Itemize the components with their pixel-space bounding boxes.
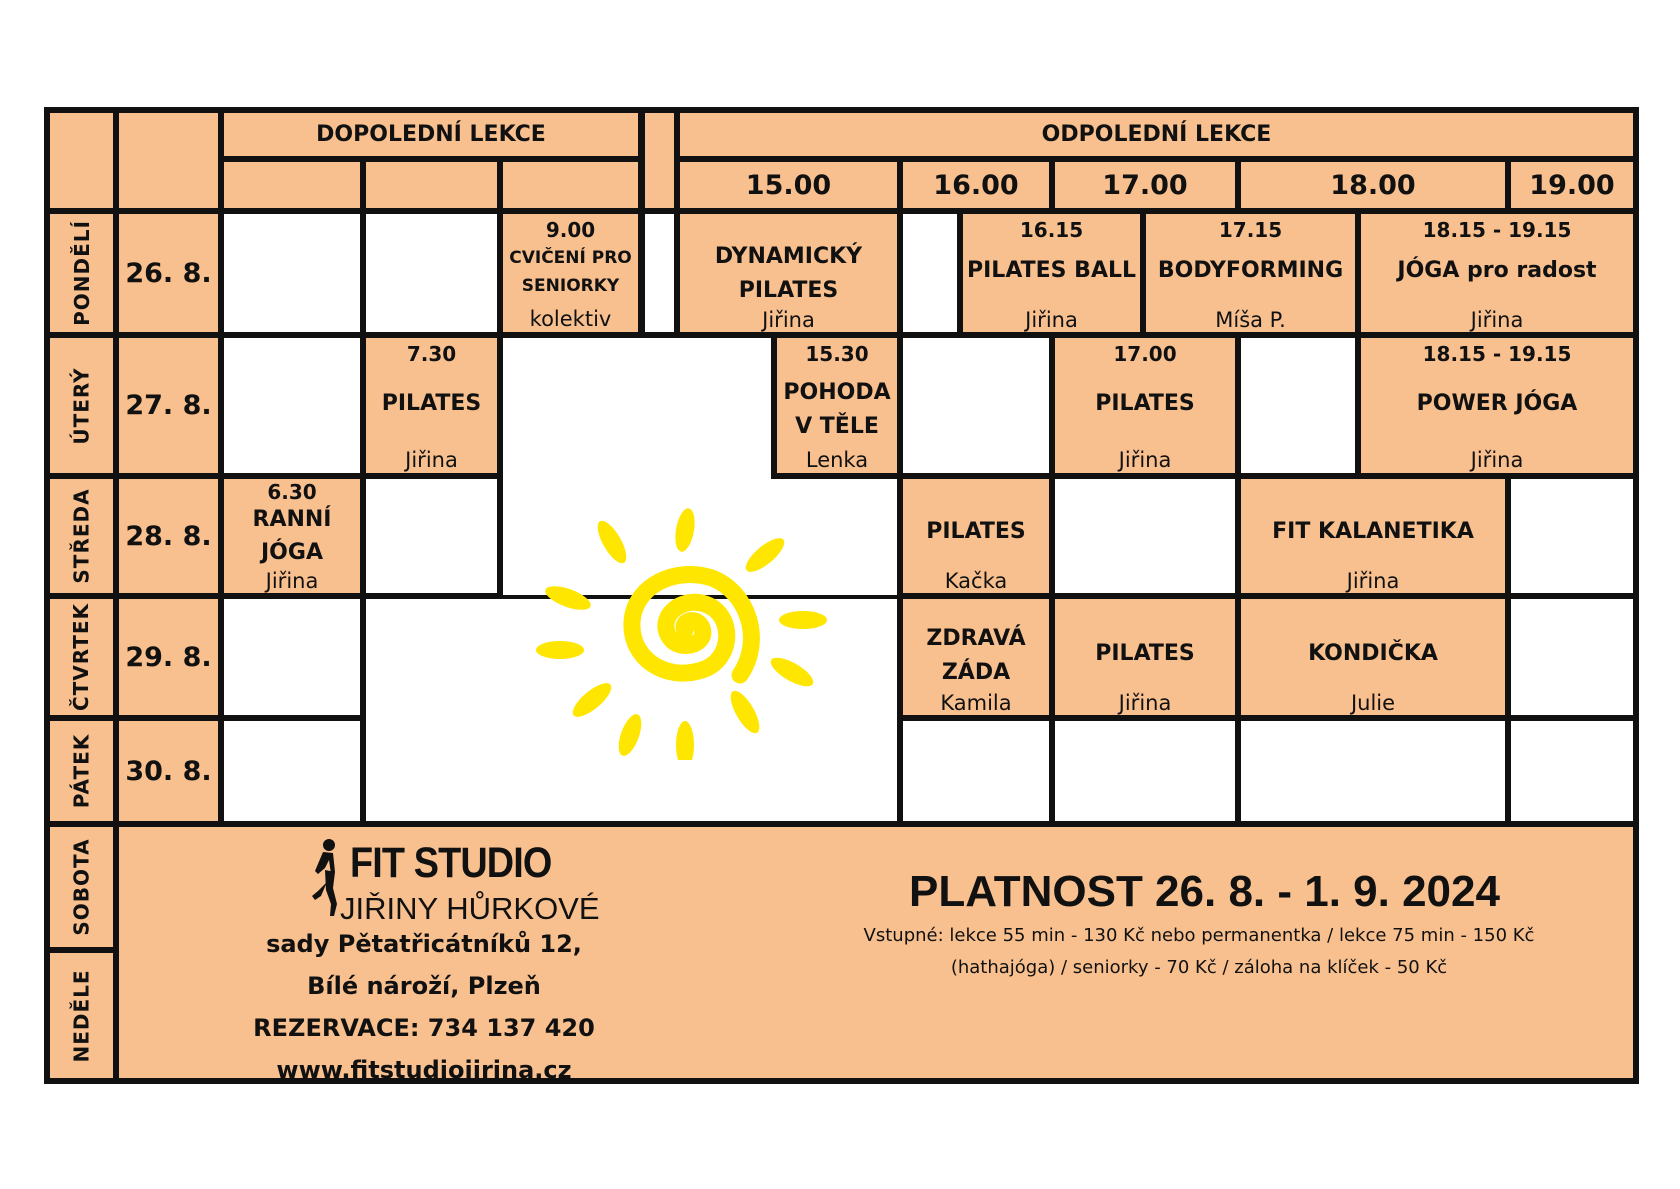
lesson-name: KONDIČKA	[1308, 641, 1438, 666]
prices-line: (hathajóga) / seniorky - 70 Kč / záloha na klíček - 50 Kč	[950, 957, 1448, 978]
empty-slot	[1241, 721, 1505, 821]
hour-label: 19.00	[1529, 169, 1615, 201]
date-friday: 30. 8.	[119, 721, 218, 821]
lesson-name: V TĚLE	[795, 414, 879, 439]
lesson-instructor: Jiřina	[265, 569, 319, 593]
day-label-monday: PONDĚLÍ	[50, 214, 113, 332]
date-monday: 26. 8.	[119, 214, 218, 332]
lesson-thu-zdrava-zada	[903, 599, 1049, 715]
address-line: Bílé nároží, Plzeň	[307, 972, 541, 1000]
morning-header-label: DOPOLEDNÍ LEKCE	[316, 122, 546, 147]
lesson-name: SENIORKY	[521, 276, 620, 296]
lesson-time: 17.15	[1218, 218, 1283, 242]
empty-slot	[224, 214, 360, 332]
contact-block	[119, 923, 729, 1091]
empty-slot	[903, 338, 1049, 473]
lesson-instructor: Jiřina	[405, 448, 458, 472]
lesson-instructor: Kamila	[940, 691, 1012, 715]
lesson-instructor: Jiřina	[1118, 448, 1172, 472]
lesson-instructor: kolektiv	[529, 307, 612, 331]
date-header-cell	[119, 113, 218, 208]
date-tuesday: 27. 8.	[119, 338, 218, 473]
afternoon-header	[680, 113, 1633, 156]
reservation-phone: REZERVACE: 734 137 420	[253, 1014, 595, 1042]
empty-slot	[903, 214, 957, 332]
lesson-name: PILATES BALL	[966, 258, 1137, 283]
footer-panel	[119, 827, 1633, 1084]
address-line: sady Pětatřicátníků 12,	[266, 930, 582, 958]
lesson-mon-pilates-ball	[963, 214, 1140, 332]
lesson-tue-pilates-afternoon	[1055, 338, 1235, 473]
lesson-name: BODYFORMING	[1157, 258, 1344, 283]
brand-name: FIT STUDIO	[350, 839, 552, 887]
lesson-instructor: Jiřina	[1025, 308, 1078, 332]
lesson-instructor: Míša P.	[1215, 308, 1286, 332]
lesson-name: POWER JÓGA	[1416, 391, 1578, 416]
empty-slot	[1055, 479, 1235, 593]
lesson-name: RANNÍ	[252, 507, 332, 532]
lesson-mon-seniors	[503, 214, 638, 332]
lesson-time: 17.00	[1113, 342, 1177, 366]
lesson-instructor: Kačka	[944, 569, 1008, 593]
empty-slot	[366, 479, 497, 593]
day-label-friday: PÁTEK	[50, 721, 113, 821]
lesson-name: FIT KALANETIKA	[1272, 519, 1474, 544]
lesson-name: PILATES	[1095, 641, 1195, 666]
empty-slot	[903, 721, 1049, 821]
sun-spiral-icon	[520, 500, 850, 760]
hour-header-17	[1055, 162, 1235, 208]
divider-header-cell	[645, 113, 674, 208]
empty-slot	[224, 599, 360, 715]
morning-slot-header-1	[224, 162, 360, 208]
lesson-wed-pilates	[903, 479, 1049, 593]
lesson-tue-power-joga	[1361, 338, 1633, 473]
empty-slot	[1511, 599, 1633, 715]
lesson-time: 18.15 - 19.15	[1422, 218, 1572, 242]
lesson-name: CVIČENÍ PRO	[509, 248, 632, 268]
afternoon-header-label: ODPOLEDNÍ LEKCE	[1041, 122, 1272, 147]
lesson-instructor: Lenka	[805, 448, 869, 472]
hour-label: 15.00	[745, 169, 832, 201]
lesson-tue-pilates-morning	[366, 338, 497, 473]
empty-slot	[1241, 338, 1355, 473]
lesson-instructor: Jiřina	[762, 308, 815, 332]
morning-slot-header-2	[366, 162, 497, 208]
blank-area	[503, 338, 771, 479]
empty-slot	[224, 338, 360, 473]
lesson-time: 7.30	[406, 342, 457, 366]
lesson-thu-kondicka	[1241, 599, 1505, 715]
hour-header-16	[903, 162, 1049, 208]
lesson-instructor: Jiřina	[1118, 691, 1172, 715]
lesson-wed-ranni-joga	[224, 479, 360, 593]
hour-label: 18.00	[1330, 169, 1416, 201]
empty-slot	[224, 721, 360, 821]
lesson-time: 6.30	[267, 480, 317, 504]
hour-header-15	[680, 162, 897, 208]
day-label-tuesday: ÚTERÝ	[50, 338, 113, 473]
lesson-name: PILATES	[381, 391, 482, 416]
morning-slot-header-3	[503, 162, 638, 208]
lesson-mon-bodyforming	[1146, 214, 1355, 332]
lesson-instructor: Jiřina	[1470, 448, 1524, 472]
date-thursday: 29. 8.	[119, 599, 218, 715]
lesson-time: 15.30	[805, 342, 869, 366]
lesson-mon-dynamic-pilates	[680, 214, 897, 332]
empty-slot	[1511, 721, 1633, 821]
morning-header	[224, 113, 638, 156]
brand-subtitle: JIŘINY HŮRKOVÉ	[340, 891, 600, 926]
empty-slot	[366, 214, 497, 332]
website-link[interactable]: www.fitstudiojirina.cz	[276, 1056, 572, 1084]
lesson-mon-joga	[1361, 214, 1633, 332]
hour-header-19	[1511, 162, 1633, 208]
lesson-name: PILATES	[738, 278, 839, 303]
lesson-tue-pohoda	[777, 338, 897, 473]
lesson-wed-kalanetika	[1241, 479, 1505, 593]
lesson-name: POHODA	[783, 380, 891, 405]
lesson-time: 9.00	[545, 218, 596, 242]
prices-block	[759, 920, 1639, 984]
divider-cell	[645, 214, 674, 332]
lesson-name: DYNAMICKÝ	[714, 244, 863, 269]
lesson-instructor: Julie	[1350, 691, 1396, 715]
day-label-thursday: ČTVRTEK	[50, 599, 113, 715]
corner-cell	[50, 113, 113, 208]
day-label-sunday: NEDĚLE	[50, 953, 113, 1078]
hour-header-18	[1241, 162, 1505, 208]
lesson-time: 18.15 - 19.15	[1422, 342, 1572, 366]
runner-silhouette-icon	[309, 838, 339, 918]
lesson-name: PILATES	[1095, 391, 1195, 416]
lesson-thu-pilates	[1055, 599, 1235, 715]
lesson-instructor: Jiřina	[1470, 308, 1524, 332]
hour-label: 17.00	[1102, 169, 1188, 201]
date-wednesday: 28. 8.	[119, 479, 218, 593]
day-label-wednesday: STŘEDA	[50, 479, 113, 593]
empty-slot	[1055, 721, 1235, 821]
lesson-instructor: Jiřina	[1346, 569, 1400, 593]
lesson-name: PILATES	[926, 519, 1026, 544]
lesson-time: 16.15	[1019, 218, 1084, 242]
lesson-name: ZDRAVÁ	[926, 626, 1026, 651]
empty-slot	[1511, 479, 1633, 593]
validity-title: PLATNOST 26. 8. - 1. 9. 2024	[909, 867, 1500, 916]
prices-line: Vstupné: lekce 55 min - 130 Kč nebo permanentka / lekce 75 min - 150 Kč	[863, 925, 1535, 946]
lesson-name: ZÁDA	[941, 660, 1011, 685]
lesson-name: JÓGA	[261, 540, 323, 565]
hour-label: 16.00	[933, 169, 1019, 201]
lesson-name: JÓGA pro radost	[1397, 258, 1597, 283]
day-label-saturday: SOBOTA	[50, 827, 113, 947]
